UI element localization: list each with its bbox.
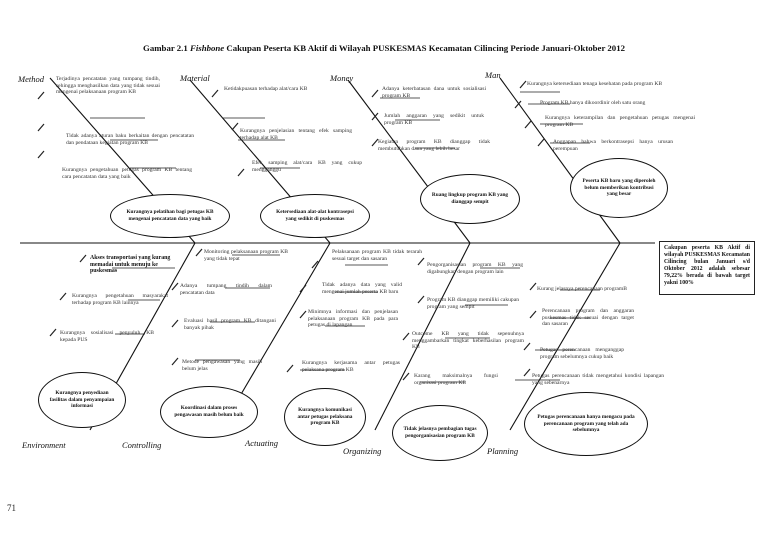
cause-controlling-2: Adanya tumpang tindih dalam pencatatan data bbox=[180, 283, 272, 296]
root-cause-money: Ruang lingkup program KB yang dianggap sempit bbox=[420, 174, 520, 224]
root-cause-material: Ketersediaan alat-alat kontrasepsi yang sedikit di puskesmas bbox=[260, 194, 370, 238]
root-cause-planning: Petugas perencanaan hanya mengacu pada perencanaan program yang telah ada sebelumnya bbox=[524, 392, 648, 456]
figure-title-prefix: Gambar 2.1 bbox=[142, 43, 190, 53]
cause-actuating-2: Tidak adanya data yang valid mengenai jumlah peserta KB baru bbox=[322, 282, 402, 295]
figure-title-italic: Fishbone bbox=[189, 43, 225, 53]
cause-planning-2: Perencanaan program dan anggaran puskesmas tidak sesuai dengan target dan sasaran bbox=[542, 308, 634, 328]
effect-box: Cakupan peserta KB Aktif di wilayah PUSKESMAS Kecamatan Cilincing bulan Januari s/d Oktober 2012 adalah sebesar 79,22% berada di bawah target yakni 100% bbox=[659, 241, 755, 295]
cause-man-2: Program KB hanya dikoordinir oleh satu orang bbox=[540, 100, 646, 106]
cause-material-1: Ketidakpuasan terhadap alat/cara KB bbox=[224, 86, 308, 92]
root-cause-actuating: Kurangnya komunikasi antar petugas pelaksana program KB bbox=[284, 388, 366, 446]
category-money: Money bbox=[330, 73, 354, 83]
category-environment: Environment bbox=[22, 440, 66, 450]
cause-money-2: Jumlah anggaran yang sedikit untuk program KB bbox=[384, 113, 484, 126]
cause-organizing-4: Karang maksimalnya fungsi organisasi program KB bbox=[414, 373, 498, 386]
cause-organizing-3: Outcome KB yang tidak sepenuhnya menggambarkan tingkat keberhasilan program KB bbox=[412, 331, 524, 351]
root-cause-method: Kurangnya pelatihan bagi petugas KB mengenai pencatatan data yang baik bbox=[110, 194, 230, 238]
cause-actuating-1: Pelaksanaan program KB tidak terarah sesuai target dan sasaran bbox=[332, 249, 422, 262]
cause-material-2: Kurangnya penjelasian tentang efek samping terhadap alat KB bbox=[240, 128, 352, 141]
cause-actuating-3: Minimnya informasi dan penjelasan pelaksanaan program KB pada para petugas di lapangan bbox=[308, 309, 398, 329]
root-cause-man: Peserta KB baru yang diperoleh belum memberikan kontribusi yang besar bbox=[570, 158, 668, 218]
cause-environment-head: Akses transportasi yang kurang memadai untuk menuju ke puskesmas bbox=[90, 255, 171, 275]
category-man: Man bbox=[485, 70, 501, 80]
cause-organizing-2: Program KB dianggap memiliki cakupan program yang sempit bbox=[427, 297, 519, 310]
page-number: 71 bbox=[7, 503, 16, 513]
cause-man-3: Kurangnya keterampilan dan pengetahuan petugas mengenai program KB bbox=[545, 115, 695, 128]
root-cause-controlling: Koordinasi dalam proses pengawasan masih belum baik bbox=[160, 386, 258, 438]
figure-title bbox=[0, 43, 768, 53]
category-material: Material bbox=[180, 73, 210, 83]
cause-environment-1: Kurangnya pengetahuan masyarakat terhadap program KB lainnya bbox=[72, 293, 168, 306]
root-cause-organizing: Tidak jelasnya pembagian tugas pengorganisasian program KB bbox=[392, 405, 488, 461]
category-planning: Planning bbox=[487, 446, 519, 456]
cause-organizing-1: Pengorganisasian program KB yang digabungkan dengan program lain bbox=[427, 262, 523, 275]
cause-controlling-1: Monitoring pelaksanaan program KB yang tidak tepat bbox=[204, 249, 288, 262]
cause-method-1: Terjadinya pencatatan yang tumpang tindih, sehingga menghasilkan data yang tidak sesuai mengenai pelaksanaan program KB bbox=[56, 76, 160, 96]
cause-man-1: Kurangnya ketersediaan tenaga kesehatan pada program KB bbox=[527, 81, 663, 87]
cause-planning-4: Petugas perencanaan tidak mengetahui kondisi lapangan yang sebenarnya bbox=[532, 373, 664, 386]
category-method: Method bbox=[18, 74, 44, 84]
cause-actuating-4: Kurangnya kerjasama antar petugas pelaksana program KB bbox=[302, 360, 400, 373]
figure-title-suffix: Cakupan Peserta KB Aktif di Wilayah PUSKESMAS Kecamatan Cilincing Periode Januari-Oktober 2012 bbox=[224, 43, 625, 53]
category-actuating: Actuating bbox=[245, 438, 279, 448]
cause-controlling-4: Metode pengawasan yang masih belum jelas bbox=[182, 359, 262, 372]
cause-method-2: Tidak adanya aturan baku berkaitan dengan pencatatan dan pendataan kegiatan program KB bbox=[66, 133, 194, 146]
cause-material-3: Efek samping alat/cara KB yang cukup mengganggu bbox=[252, 160, 362, 173]
cause-controlling-3: Evaluasi hasil program KB ditangani banyak pihak bbox=[184, 318, 276, 331]
cause-planning-1: Kurang jelasnya perencanaan programB bbox=[537, 286, 627, 292]
cause-environment-2: Kurangnya sosialisasi penyuluh KB kepada PUS bbox=[60, 330, 154, 343]
category-organizing: Organizing bbox=[343, 446, 382, 456]
cause-man-4: Anggapan bahwa berkontrasepsi hanya urusan perempuan bbox=[553, 139, 673, 152]
category-controlling: Controlling bbox=[122, 440, 162, 450]
cause-money-3: Kegiatan program KB dianggap tidak membutuhkan dana yang lebih besar bbox=[378, 139, 490, 152]
cause-planning-3: Petugas perencanaan menganggap program sebelumnya cukup baik bbox=[540, 347, 624, 360]
cause-method-3: Kurangnya pengetahuan petugas program KB tentang cara pencatatan data yang baik bbox=[62, 167, 192, 180]
cause-money-1: Adanya keterbatasan dana untuk sosialisasi program KB bbox=[382, 86, 486, 99]
root-cause-environment: Kurangnya penyediaan fasilitas dalam penyampaian informasi bbox=[38, 372, 126, 428]
